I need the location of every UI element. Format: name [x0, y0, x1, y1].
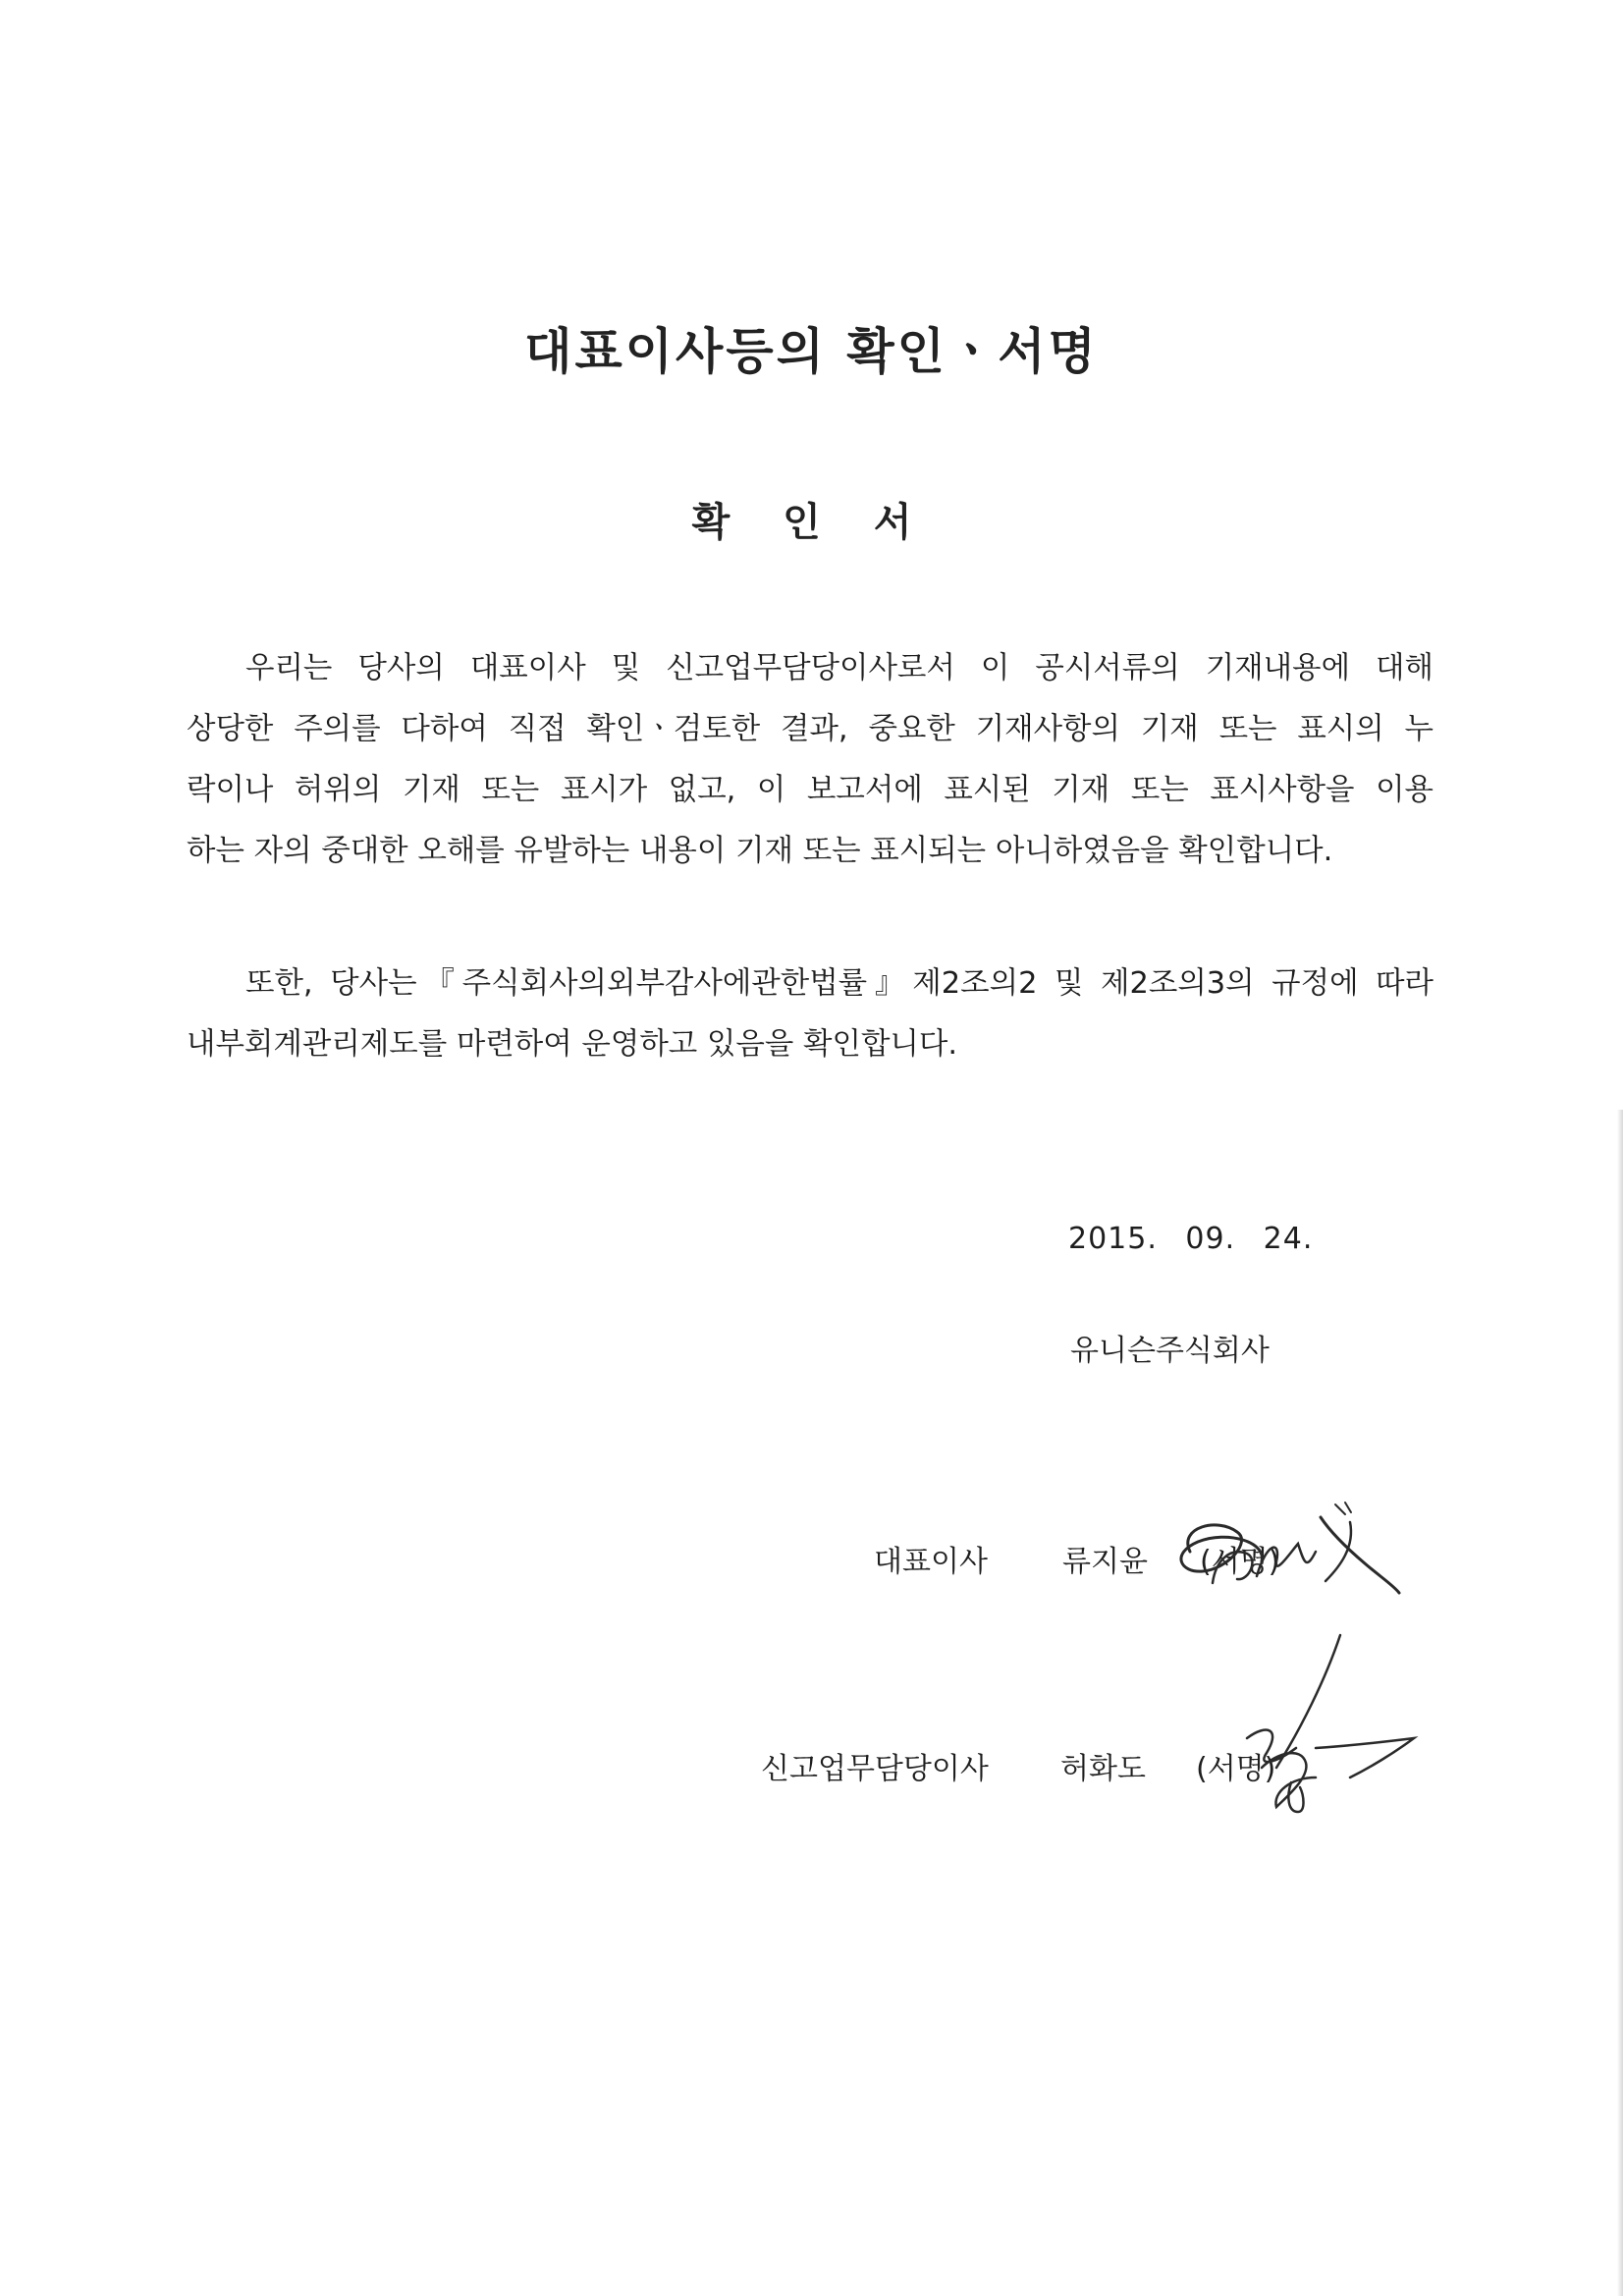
signatory-name: 허화도 [1060, 1752, 1146, 1786]
paragraph-2-line-1: 또한, 당사는『주식회사의외부감사에관한법률』제2조의2 및 제2조의3의 규정에 따라 [245, 966, 1434, 1001]
scan-edge-shadow [1617, 1110, 1623, 2296]
paragraph-1-line-1: 우리는 당사의 대표이사 및 신고업무담당이사로서 이 공시서류의 기재내용에 대해 [245, 651, 1434, 685]
paragraph-1-line-4: 하는 자의 중대한 오해를 유발하는 내용이 기재 또는 표시되는 아니하였음을 확인합니다. [187, 834, 1333, 868]
document-date: 2015. 09. 24. [1068, 1222, 1314, 1256]
confirmation-paragraph-1 [187, 638, 1434, 882]
signatory-name: 류지윤 [1062, 1545, 1148, 1579]
signature-label: (서명) [1200, 1545, 1280, 1579]
paragraph-1-line-3: 락이나 허위의 기재 또는 표시가 없고, 이 보고서에 표시된 기재 또는 표시사항을 이용 [187, 773, 1434, 807]
handwritten-signature-director [1208, 1630, 1434, 1817]
document-title: 대표이사등의 확인ㆍ서명 [524, 323, 1099, 380]
paragraph-1-line-2: 상당한 주의를 다하여 직접 확인ㆍ검토한 결과, 중요한 기재사항의 기재 또는 표시의 누 [187, 712, 1434, 746]
paragraph-2-line-2: 내부회계관리제도를 마련하여 운영하고 있음을 확인합니다. [187, 1027, 958, 1062]
signature-label: (서명) [1196, 1752, 1276, 1786]
confirmation-paragraph-2 [187, 954, 1434, 1075]
company-name: 유니슨주식회사 [1070, 1334, 1270, 1368]
document-subtitle: 확 인 서 [691, 500, 932, 545]
signatory-role: 대표이사 [874, 1545, 988, 1579]
signatory-role: 신고업무담당이사 [761, 1752, 989, 1786]
handwritten-signature-ceo [1159, 1493, 1404, 1630]
